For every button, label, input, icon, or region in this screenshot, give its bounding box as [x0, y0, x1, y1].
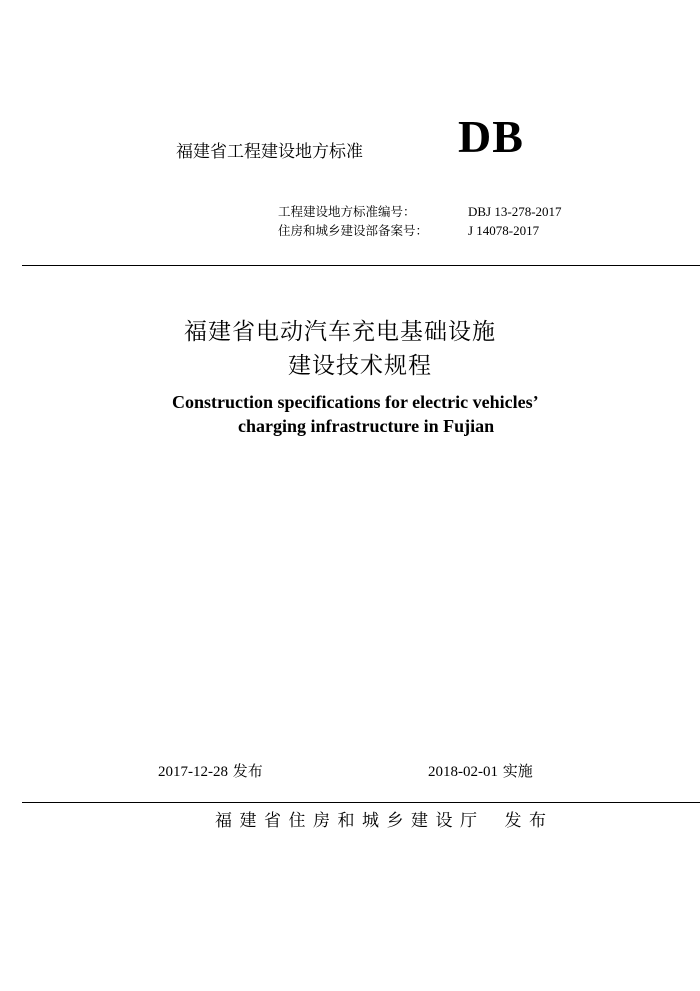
title-cn-line1: 福建省电动汽车充电基础设施 [184, 319, 496, 345]
issue-word: 发布 [232, 762, 263, 780]
bottom-divider [22, 802, 700, 803]
issue-date-row [158, 760, 263, 781]
standard-number-value: DBJ 13-278-2017 [468, 204, 562, 219]
title-en-line2: charging infrastructure in Fujian [238, 416, 495, 436]
db-mark: DB [458, 111, 524, 162]
record-number-label: 住房和城乡建设部备案号： [278, 223, 429, 238]
top-divider [22, 265, 700, 266]
effective-word: 实施 [502, 762, 533, 780]
issue-date: 2017-12-28 [158, 764, 228, 780]
title-en-line1: Construction specifications for electric vehicles’ [172, 392, 539, 412]
effective-date: 2018-02-01 [428, 764, 498, 780]
standard-number-label: 工程建设地方标准编号： [278, 204, 416, 219]
publisher-name: 福建省住房和城乡建设厅 [215, 811, 485, 831]
effective-date-row [428, 760, 533, 781]
record-number-row [278, 221, 539, 239]
title-cn-line2: 建设技术规程 [288, 353, 432, 379]
publisher-row [215, 806, 554, 831]
publisher-action: 发布 [504, 811, 554, 831]
standard-number-row [278, 202, 562, 220]
record-number-value: J 14078-2017 [468, 223, 540, 238]
standard-type-label: 福建省工程建设地方标准 [176, 142, 363, 162]
